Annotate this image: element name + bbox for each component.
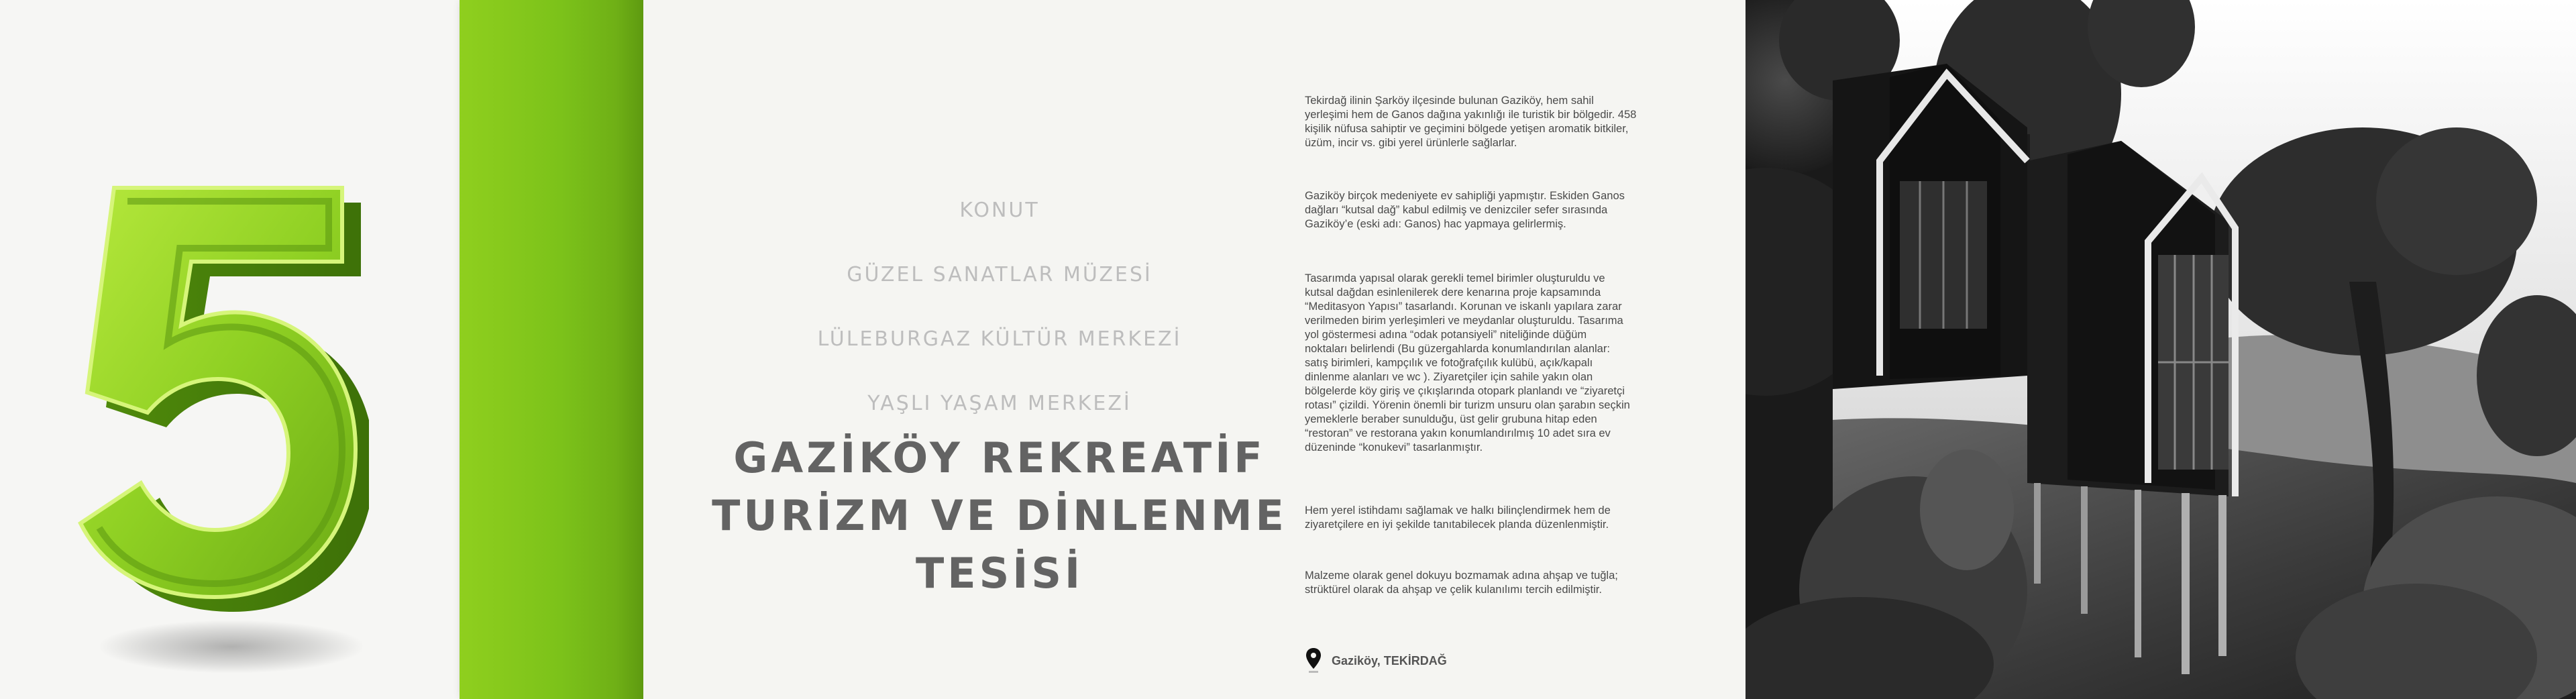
menu-item-luleburgaz-kultur-merkezi[interactable]: LÜLEBURGAZ KÜLTÜR MERKEZİ bbox=[817, 327, 1182, 351]
project-title-line-2: TURİZM VE DİNLENME bbox=[712, 491, 1287, 540]
location-tag bbox=[1305, 647, 1447, 674]
menu-item-guzel-sanatlar-muzesi[interactable]: GÜZEL SANATLAR MÜZESİ bbox=[847, 263, 1152, 286]
description-paragraph-2: Gaziköy birçok medeniyete ev sahipliği yapmıştır. Eskiden Ganos dağları “kutsal dağ” kabul edilmiş ve denizciler sefer sırasında Gaziköy’e (eski adı: Ganos) hac yapmaya gelirlermiş. bbox=[1305, 190, 1625, 230]
description-paragraph-4: Hem yerel istihdamı sağlamak ve halkı bilinçlendirmek hem de ziyaretçilere en iyi şekilde tanıtabilecek planda düzenlenmiştir. bbox=[1305, 504, 1611, 531]
menu-item-yasli-yasam-merkezi[interactable]: YAŞLI YAŞAM MERKEZİ bbox=[867, 392, 1132, 415]
project-title bbox=[711, 429, 1288, 602]
green-accent-bar bbox=[460, 0, 643, 699]
project-menu bbox=[724, 181, 1275, 439]
cabin-render-photo bbox=[1746, 0, 2576, 699]
description-paragraph-5: Malzeme olarak genel dokuyu bozmamak adına ahşap ve tuğla; strüktürel olarak da ahşap ve çelik kulanılımı tercih edilmiştir. bbox=[1305, 570, 1618, 596]
project-title-line-1: GAZİKÖY REKREATİF bbox=[733, 433, 1266, 482]
description-paragraph-1: Tekirdağ ilinin Şarköy ilçesinde bulunan Gaziköy, hem sahil yerleşimi hem de Ganos dağına yakınlığı ile turistik bir bölgedir. 458 kişilik nüfusa sahiptir ve geçimini bölgede yetişen aromatik bitkiler, üzüm, incir vs. gibi yerel ürünlerle sağlarlar. bbox=[1305, 95, 1637, 149]
map-pin-icon bbox=[1305, 647, 1322, 674]
section-number-five bbox=[74, 168, 369, 624]
menu-item-konut[interactable]: KONUT bbox=[959, 199, 1040, 222]
location-label: Gaziköy, TEKİRDAĞ bbox=[1332, 653, 1447, 667]
project-title-line-3: TESİSİ bbox=[915, 549, 1084, 598]
number-shadow bbox=[101, 621, 362, 673]
description-paragraph-3: Tasarımda yapısal olarak gerekli temel birimler oluşturuldu ve kutsal dağdan esinlenilerek dere kenarına proje kapsamında “Meditasyon Yapısı” tasarlandı. Korunan ve iskanlı yapılara zarar verilmeden birim yerleşimleri ve meydanlar oluşturuldu. Tasarıma yol göstermesi adına “odak potansiyeli” niteliğinde düğüm noktaları belirlendi (Bu güzergahlarda konumlandırılan alanlar: satış birimleri, kampçılık ve fotoğrafçılık kulübü, açık/kapalı dinlenme alanları ve wc ). Ziyaretçiler için sahile yakın olan bölgelerde köy giriş ve çıkışlarında otopark planlandı ve “ziyaretçi rotası” çizildi. Yörenin önemli bir turizm unsuru olan şarabın seçkin yemeklerle beraber sunulduğu, üst gelir grubuna hitap eden “restoran” ve restorana yakın konumlandırılmış 10 adet sıra ev düzeninde “konukevi” tasarlanmıştır. bbox=[1305, 272, 1630, 453]
